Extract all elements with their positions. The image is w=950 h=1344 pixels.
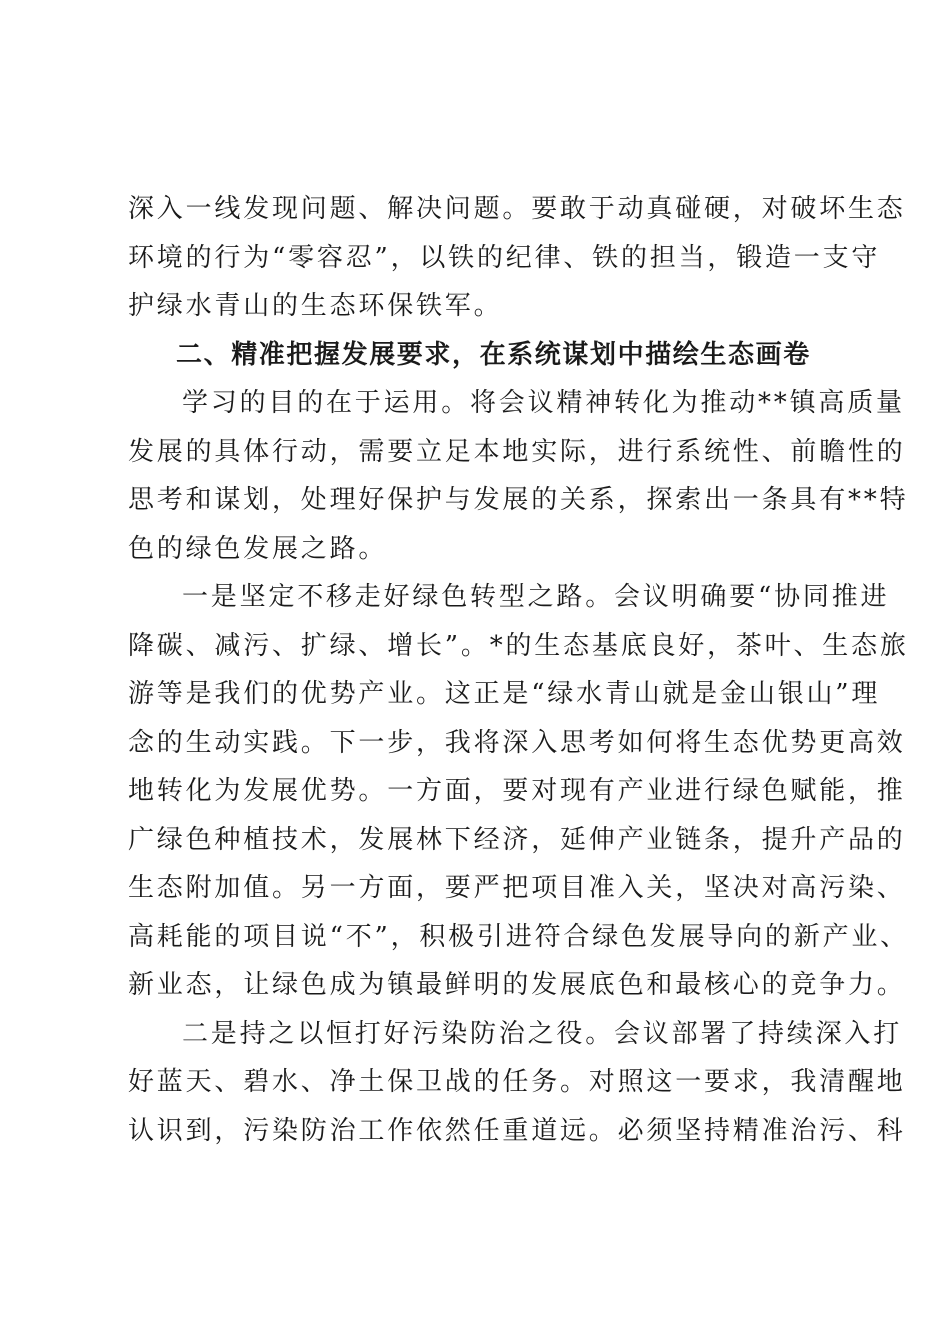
paragraph-line: 好蓝天、碧水、净土保卫战的任务。对照这一要求，我清醒地	[128, 1067, 906, 1097]
paragraph-line: 广绿色种植技术，发展林下经济，延伸产业链条，提升产品的	[128, 824, 906, 855]
document-body	[128, 185, 909, 1155]
paragraph-line: 念的生动实践。下一步，我将深入思考如何将生态优势更高效	[128, 727, 906, 758]
paragraph-line: 降碳、减污、扩绿、增长”。*的生态基底良好，茶叶、生态旅	[128, 630, 909, 661]
paragraph-line: 发展的具体行动，需要立足本地实际，进行系统性、前瞻性的	[128, 436, 906, 467]
paragraph-line: 认识到，污染防治工作依然任重道远。必须坚持精准治污、科	[128, 1115, 906, 1146]
paragraph-line: 思考和谋划，处理好保护与发展的关系，探索出一条具有**特	[128, 485, 909, 515]
paragraph-line: 护绿水青山的生态环保铁军。	[128, 291, 503, 321]
paragraph-line: 生态附加值。另一方面，要严把项目准入关，坚决对高污染、	[128, 873, 906, 903]
paragraph-line: 新业态，让绿色成为镇最鲜明的发展底色和最核心的竞争力。	[128, 970, 906, 1000]
paragraph-line: 环境的行为“零容忍”，以铁的纪律、铁的担当，锻造一支守	[128, 242, 881, 273]
paragraph-line: 地转化为发展优势。一方面，要对现有产业进行绿色赋能，推	[128, 776, 906, 806]
paragraph-line: 深入一线发现问题、解决问题。要敢于动真碰硬，对破坏生态	[128, 194, 906, 224]
paragraph-line: 一是坚定不移走好绿色转型之路。会议明确要“协同推进	[182, 582, 890, 612]
section-heading: 二、精准把握发展要求，在系统谋划中描绘生态画卷	[176, 339, 811, 370]
paragraph-line: 二是持之以恒打好污染防治之役。会议部署了持续深入打	[182, 1018, 903, 1049]
paragraph-line: 游等是我们的优势产业。这正是“绿水青山就是金山银山”理	[128, 679, 881, 709]
paragraph-line: 高耗能的项目说“不”，积极引进符合绿色发展导向的新产业、	[128, 921, 909, 952]
paragraph-line: 色的绿色发展之路。	[128, 533, 388, 564]
paragraph-line: 学习的目的在于运用。将会议精神转化为推动**镇高质量	[182, 388, 905, 418]
